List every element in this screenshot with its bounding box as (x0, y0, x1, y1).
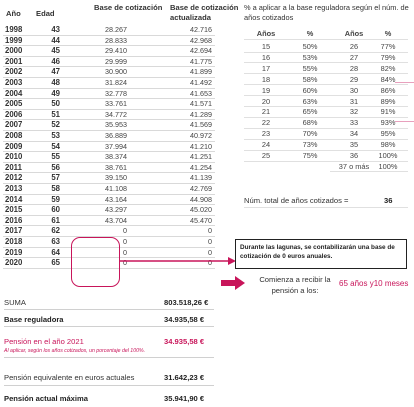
row-age: 54 (51, 141, 60, 151)
row-base-updated: 42.968 (190, 35, 212, 45)
base-reguladora-label: Base reguladora (4, 315, 64, 324)
gap-note-box: Durante las lagunas, se contabilizarán una base de cotización de 0 euros anuales. (235, 239, 407, 269)
row-age: 50 (51, 99, 60, 109)
suma-label: SUMA (4, 298, 26, 307)
row-age: 43 (51, 25, 60, 34)
row-base-updated: 0 (208, 247, 212, 257)
row-base-updated: 41.571 (190, 99, 212, 109)
row-base-updated: 41.569 (190, 120, 212, 130)
pension-2021-label: Pensión en el año 2021 (4, 337, 84, 346)
row-age: 61 (51, 215, 60, 225)
pct-value-left: 65% (302, 107, 318, 117)
row-age: 58 (51, 184, 60, 193)
pct-years-right: 35 (349, 140, 359, 150)
pct-years-left: 18 (261, 74, 271, 84)
equivalent-pension-value: 31.642,23 € (164, 373, 205, 382)
last-row-years: 37 o más (338, 162, 370, 171)
pct-value-left: 73% (302, 140, 318, 150)
total-years-label: Núm. total de años cotizados = (244, 196, 349, 205)
suma-value: 803.518,26 € (164, 298, 209, 307)
row-base-updated: 42.716 (190, 25, 212, 34)
row-base-updated: 41.251 (190, 152, 212, 162)
gap-highlight (71, 237, 120, 287)
pct-value-right: 82% (380, 63, 396, 73)
row-age: 51 (51, 109, 60, 119)
row-year: 2006 (5, 109, 23, 119)
pct-value-left: 75% (302, 151, 318, 160)
row-year: 2007 (5, 120, 23, 130)
pension-2021-value: 34.935,58 € (164, 337, 205, 346)
row-base: 0 (123, 247, 127, 257)
row-base-updated: 41.210 (190, 141, 212, 151)
pct-years-right: 36 (349, 151, 359, 160)
pct-years-left: 20 (261, 96, 271, 106)
row-base: 43.164 (105, 194, 127, 204)
pct-years-right: 29 (349, 74, 359, 84)
divider (4, 326, 214, 327)
divider (244, 207, 408, 208)
row-base: 30.900 (105, 67, 127, 77)
row-year: 1999 (5, 35, 23, 45)
row-year: 2016 (5, 215, 23, 225)
pct-value-right: 86% (380, 85, 396, 95)
row-year: 2009 (5, 141, 23, 151)
row-base-updated: 45.470 (190, 215, 212, 225)
row-base: 29.999 (105, 56, 127, 66)
pct-years-right: 32 (349, 107, 359, 117)
pct-years-left: 17 (261, 63, 271, 73)
note-arrow (120, 248, 238, 268)
max-pension-value: 35.941,90 € (164, 394, 205, 403)
row-base-updated: 41.254 (190, 162, 212, 172)
row-age: 55 (51, 152, 60, 162)
pct-value-right: 89% (380, 96, 396, 106)
row-age: 49 (51, 88, 60, 98)
header-base: Base de cotización (94, 3, 163, 12)
start-pension-line1: Comienza a recibir la (259, 275, 331, 284)
header-age: Edad (36, 9, 55, 18)
row-age: 53 (51, 131, 60, 140)
col-years-1: Años (256, 29, 276, 38)
row-year: 2010 (5, 152, 23, 162)
pct-years-right: 34 (349, 129, 359, 139)
row-age: 47 (51, 67, 60, 77)
row-age: 45 (51, 46, 60, 56)
row-year: 2014 (5, 194, 23, 204)
pct-value-left: 50% (302, 42, 318, 51)
pct-years-left: 24 (261, 140, 271, 150)
row-year: 2000 (5, 46, 23, 56)
row-base-updated: 45.020 (190, 205, 212, 215)
pension-note: Al aplicar, según los años cotizados, un porcentaje del 100%. (4, 348, 146, 354)
pct-value-right: 98% (380, 140, 396, 150)
row-base-updated: 41.139 (190, 173, 212, 183)
row-year: 2013 (5, 184, 23, 193)
pct-value-right: 84% (380, 74, 396, 84)
row-age: 57 (51, 173, 60, 183)
pct-years-right: 33 (349, 118, 359, 128)
pct-value-right: 95% (380, 129, 396, 139)
row-base: 0 (123, 258, 127, 268)
row-age: 64 (51, 247, 60, 257)
col-years-2: Años (344, 29, 364, 38)
pct-value-right: 93% (380, 118, 396, 128)
row-age: 56 (51, 162, 60, 172)
divider (330, 171, 408, 172)
pct-value-left: 53% (302, 52, 318, 62)
total-years-value: 36 (384, 196, 393, 205)
divider (4, 357, 214, 358)
pct-years-left: 25 (261, 151, 271, 160)
row-year: 2002 (5, 67, 23, 77)
percentage-table-title: % a aplicar a la base reguladora según el núm. de años cotizados (244, 3, 409, 22)
col-pct-1: % (306, 29, 314, 38)
row-age: 46 (51, 56, 60, 66)
row-year: 2003 (5, 78, 23, 87)
row-base: 39.150 (105, 173, 127, 183)
pct-value-left: 58% (302, 74, 318, 84)
pct-value-left: 70% (302, 129, 318, 139)
pct-years-right: 31 (349, 96, 359, 106)
row-base: 35.953 (105, 120, 127, 130)
row-base-updated: 41.653 (190, 88, 212, 98)
last-row-pct: 100% (378, 162, 398, 171)
row-base: 34.772 (105, 109, 127, 119)
row-base: 36.889 (105, 131, 127, 140)
row-year: 2018 (5, 237, 23, 246)
divider (4, 309, 214, 310)
col-pct-2: % (384, 29, 392, 38)
pct-years-left: 19 (261, 85, 271, 95)
row-year: 2015 (5, 205, 23, 215)
row-base: 29.410 (105, 46, 127, 56)
pct-value-left: 63% (302, 96, 318, 106)
row-year: 2011 (5, 162, 22, 172)
row-base-updated: 41.775 (190, 56, 212, 66)
row-base-updated: 44.908 (190, 194, 212, 204)
row-base: 38.761 (105, 162, 127, 172)
row-base: 32.778 (105, 88, 127, 98)
row-base-updated: 41.492 (190, 78, 212, 87)
pct-value-left: 60% (302, 85, 318, 95)
row-age: 63 (51, 237, 60, 246)
start-pension-line2: pensión a los: (271, 286, 319, 295)
pct-years-left: 16 (261, 52, 271, 62)
row-base: 43.704 (105, 215, 127, 225)
row-year: 2019 (5, 247, 23, 257)
pct-years-right: 30 (349, 85, 359, 95)
row-year: 1998 (5, 25, 23, 34)
start-pension-label (255, 274, 335, 296)
row-year: 2017 (5, 226, 23, 236)
row-base: 38.374 (105, 152, 127, 162)
row-year: 2004 (5, 88, 23, 98)
max-pension-label: Pensión actual máxima (4, 394, 88, 403)
divider (244, 39, 408, 40)
row-base: 41.108 (105, 184, 127, 193)
row-age: 44 (51, 35, 60, 45)
row-base: 28.833 (105, 35, 127, 45)
pct-years-left: 23 (261, 129, 271, 139)
row-base-updated: 0 (208, 237, 212, 246)
row-age: 65 (51, 258, 60, 268)
pct-years-left: 22 (261, 118, 271, 128)
pct-value-right: 91% (380, 107, 396, 117)
row-base-updated: 0 (208, 226, 212, 236)
pct-years-left: 21 (261, 107, 271, 117)
pct-value-left: 68% (302, 118, 318, 128)
row-base-updated: 42.694 (190, 46, 212, 56)
row-age: 52 (51, 120, 60, 130)
start-pension-value: 65 años y10 meses (339, 279, 409, 288)
pct-years-right: 26 (349, 42, 359, 51)
pct-value-right: 79% (380, 52, 396, 62)
row-year: 2008 (5, 131, 23, 140)
row-age: 62 (51, 226, 60, 236)
row-year: 2005 (5, 99, 23, 109)
pct-value-left: 55% (302, 63, 318, 73)
row-base: 31.824 (105, 78, 127, 87)
base-reguladora-value: 34.935,58 € (164, 315, 205, 324)
pct-years-left: 15 (261, 42, 271, 51)
header-year: Año (6, 9, 21, 18)
row-base-updated: 42.769 (190, 184, 212, 193)
pct-years-right: 27 (349, 52, 359, 62)
row-base-updated: 0 (208, 258, 212, 268)
row-base: 37.994 (105, 141, 127, 151)
row-base-updated: 41.899 (190, 67, 212, 77)
pct-value-right: 77% (380, 42, 396, 51)
divider (4, 385, 214, 386)
row-year: 2012 (5, 173, 23, 183)
row-base: 33.761 (105, 99, 127, 109)
highlight-bracket (395, 82, 414, 122)
row-year: 2020 (5, 258, 23, 268)
row-base: 0 (123, 237, 127, 246)
row-base: 0 (123, 226, 127, 236)
row-age: 60 (51, 205, 60, 215)
header-base-updated: Base de cotización actualizada (170, 3, 239, 22)
start-arrow-icon (221, 276, 247, 290)
row-base-updated: 40.972 (190, 131, 212, 140)
row-base: 43.297 (105, 205, 127, 215)
row-age: 48 (51, 78, 60, 87)
row-base-updated: 41.289 (190, 109, 212, 119)
equivalent-pension-label: Pensión equivalente en euros actuales (4, 373, 135, 382)
row-age: 59 (51, 194, 60, 204)
pct-years-right: 28 (349, 63, 359, 73)
row-year: 2001 (5, 56, 23, 66)
pct-value-right: 100% (378, 151, 398, 160)
row-base: 28.267 (105, 25, 127, 34)
